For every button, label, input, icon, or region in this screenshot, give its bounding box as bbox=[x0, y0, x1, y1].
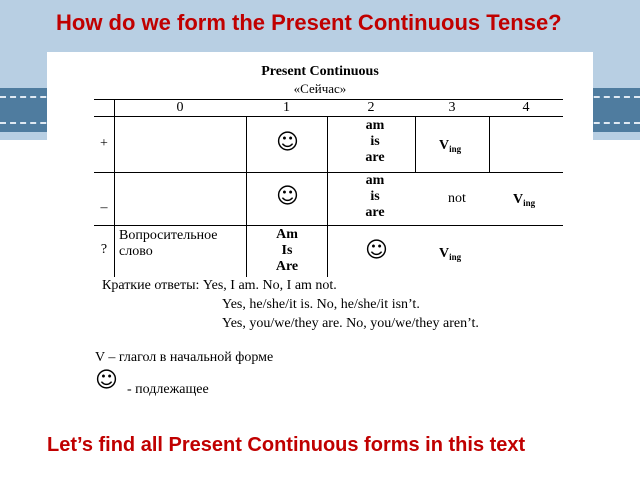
smiley-icon: ☺ bbox=[276, 130, 299, 155]
column-header: 0 bbox=[176, 100, 184, 115]
legend-v: V – глагол в начальной форме bbox=[95, 350, 274, 365]
table-border bbox=[94, 172, 563, 173]
grammar-table-document bbox=[47, 52, 593, 412]
table-border bbox=[246, 116, 247, 277]
table-border bbox=[94, 225, 563, 226]
verb-am: Am bbox=[276, 227, 298, 242]
column-header: 4 bbox=[522, 100, 530, 115]
verb-are: are bbox=[365, 205, 385, 220]
short-answers-line: Yes, he/she/it is. No, he/she/it isn’t. bbox=[222, 297, 420, 312]
slide-title: How do we form the Present Continuous Tense? bbox=[56, 10, 562, 35]
verb-am: am bbox=[365, 118, 385, 133]
v-ing-form bbox=[513, 192, 563, 211]
ing-subscript: ing bbox=[449, 144, 462, 154]
smiley-icon: ☺ bbox=[95, 368, 118, 393]
table-border bbox=[489, 116, 490, 172]
verb-is: Is bbox=[281, 243, 293, 258]
legend-subject: - подлежащее bbox=[127, 382, 209, 397]
verb-are: are bbox=[365, 150, 385, 165]
ing-subscript: ing bbox=[523, 198, 536, 208]
not-word: not bbox=[448, 191, 466, 206]
verb-is: is bbox=[370, 189, 380, 204]
row-sign-plus: + bbox=[100, 136, 108, 151]
table-border bbox=[327, 116, 328, 277]
slide-footer-text: Let’s find all Present Continuous forms in this text bbox=[47, 434, 526, 456]
table-border bbox=[94, 116, 563, 117]
smiley-icon: ☺ bbox=[276, 184, 299, 209]
verb-is: is bbox=[370, 134, 380, 149]
verb-are: Are bbox=[275, 259, 299, 274]
v-ing-form bbox=[439, 246, 489, 265]
column-header: 1 bbox=[283, 100, 290, 115]
table-border bbox=[415, 116, 416, 172]
v-ing-form bbox=[439, 138, 489, 157]
verb-am: am bbox=[365, 173, 385, 188]
column-header: 3 bbox=[448, 100, 456, 115]
v-symbol: V bbox=[439, 138, 450, 153]
question-word: Вопросительное слово bbox=[119, 228, 218, 259]
column-header: 2 bbox=[367, 100, 375, 115]
table-border bbox=[114, 99, 115, 277]
ing-subscript: ing bbox=[449, 252, 462, 262]
v-symbol: V bbox=[439, 246, 450, 261]
document-subtitle: «Сейчас» bbox=[293, 81, 347, 96]
short-answers-line: Yes, you/we/they are. No, you/we/they aren’t. bbox=[222, 316, 479, 331]
document-title: Present Continuous bbox=[261, 64, 379, 79]
v-symbol: V bbox=[513, 192, 524, 207]
smiley-icon: ☺ bbox=[365, 238, 388, 263]
row-sign-minus: – bbox=[100, 200, 108, 215]
row-sign-question: ? bbox=[100, 242, 108, 257]
short-answers-line: Краткие ответы: Yes, I am. No, I am not. bbox=[102, 278, 337, 293]
